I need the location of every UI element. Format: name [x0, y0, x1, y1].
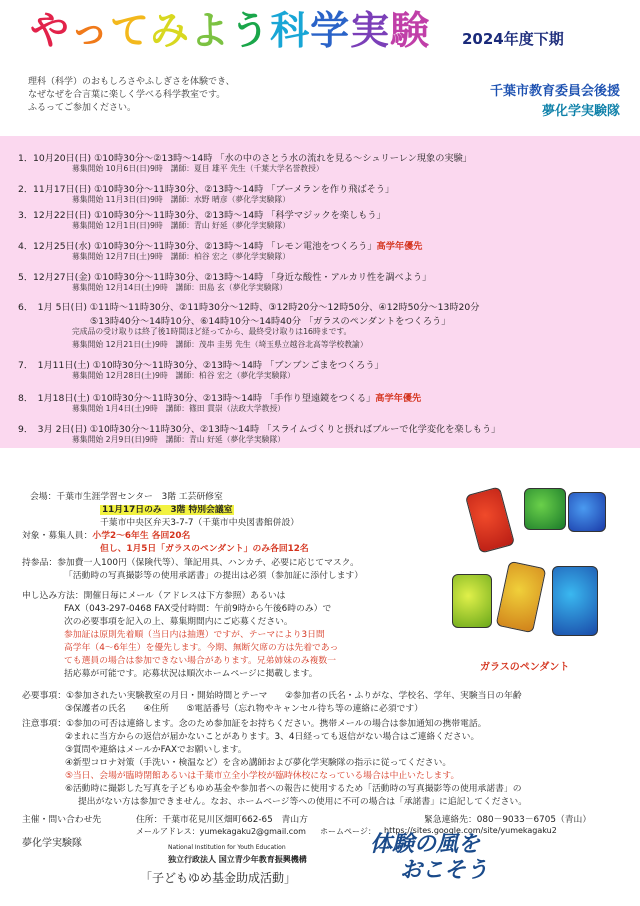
- schedule-item-detail: 募集開始 11月3日(日)9時 講師：水野 晴彦（夢化学実験隊）: [72, 195, 291, 204]
- fund-label: 「子どもゆめ基金助成活動」: [140, 871, 297, 885]
- apply-line-6: ても選員の場合は参加できない場合があります。兄弟姉妹のみ複数一: [64, 656, 337, 666]
- sponsor-block: [440, 82, 620, 122]
- schedule-item: [18, 238, 628, 252]
- note-line-3: ③質問や連絡はメールかFAXでお願いします。: [65, 745, 247, 755]
- contact-hp-url[interactable]: https://sites.google.com/site/yumekagaku2: [384, 826, 557, 835]
- note-1: ①参加の可否は連絡します。念のため参加証をお持ちください。携帯メールの場合は参加通知の携帯電話。: [66, 719, 487, 729]
- venue-special: 11月17日のみ 3階 特別会議室: [102, 505, 233, 515]
- schedule-item: [18, 357, 628, 371]
- schedule-item: [18, 150, 628, 164]
- pendant-photo: [442, 486, 612, 664]
- pendant-caption: ガラスのペンダント: [480, 662, 570, 673]
- apply-line-1: 申し込み方法：開催日毎にメール（アドレスは下方参照）あるいは: [22, 591, 286, 601]
- schedule-item-text: 4．12月25日(水) ①10時30分～11時30分、②13時～14時 「レモン電池をつくろう」: [18, 241, 377, 252]
- pendant-green: [524, 488, 566, 530]
- campaign-banner: [370, 832, 488, 884]
- schedule-item: [18, 421, 628, 435]
- pendant-yellowgreen: [452, 574, 492, 628]
- title-char: う: [230, 9, 271, 54]
- venue-special-wrap: [100, 502, 234, 515]
- schedule-item-detail: 募集開始 12月7日(土)9時 講師：柏谷 宏之（夢化学実験隊）: [72, 252, 291, 261]
- term-label: 2024年度下期: [462, 30, 564, 48]
- schedule-item: [18, 299, 628, 313]
- contact-label: 主催・問い合わせ先: [22, 815, 102, 825]
- schedule-item-text: 3．12月22日(日) ①10時30分～11時30分、②13時～14時 「科学マジックを楽しもう」: [18, 210, 386, 221]
- schedule-item-text: ⑤13時40分～14時10分、⑥14時10分～14時40分 「ガラスのペンダントをつくろう」: [90, 316, 451, 327]
- schedule-item-detail: 募集開始 12月21日(土)9時 講師：茂串 圭男 先生（埼玉県立越谷北高等学校教諭）: [72, 340, 368, 349]
- title-char: 科: [270, 9, 311, 54]
- target-value: 小学2～6年生 各回20名: [92, 531, 191, 541]
- intro-line: なぜなぜを合言葉に楽しく学べる科学教室です。: [28, 90, 226, 100]
- note-line-1: [22, 716, 486, 729]
- schedule-item: [18, 390, 628, 404]
- schedule-item-detail: 募集開始 12月14日(土)9時 講師：田島 玄（夢化学実験隊）: [72, 283, 288, 292]
- sponsor-name: 夢化学実験隊: [541, 104, 620, 119]
- banner-line-1: 体験の風を: [370, 832, 481, 857]
- schedule-item-text: 1．10月20日(日) ①10時30分～②13時～14時 「水の中のさとう水の流れを見る～シュリーレン現象の実験」: [18, 153, 472, 164]
- contact-tel: 緊急連絡先：080－9033－6705（青山）: [424, 815, 592, 825]
- title-char: 実: [350, 9, 391, 54]
- apply-line-5: 高学年（4～6年生）を優先します。今期、無断欠席の方は先着であっ: [64, 643, 339, 653]
- req-label: 必要事項：: [22, 691, 66, 701]
- title-char: や: [30, 9, 71, 54]
- priority-badge: 高学年優先: [375, 393, 422, 404]
- title-char: っ: [70, 9, 111, 54]
- contact-address: 住所：千葉市花見川区畑町662-65 青山方: [136, 815, 308, 825]
- bring-line: 持参品：参加費一人100円（保険代等）、筆記用具、ハンカチ、必要に応じてマスク。: [22, 558, 359, 568]
- schedule-item-detail: 募集開始 1月4日(土)9時 講師：篠田 貫崇（法政大学教授）: [72, 404, 286, 413]
- contact-mail[interactable]: メールアドレス：yumekagaku2@gmail.com: [136, 827, 306, 836]
- pendant-yellow: [496, 561, 547, 633]
- note-line-6: ⑥活動時に撮影した写真を子どもゆめ基金や参加者への報告に使用するため「活動時の写真撮影等の使用承諾書」の: [65, 784, 522, 794]
- apply-line-4: 参加証は原則先着順（当日内は抽選）ですが、テーマにより3日間: [64, 630, 325, 640]
- priority-badge: 高学年優先: [376, 241, 423, 252]
- target-line: [22, 528, 190, 541]
- schedule-item: [18, 207, 628, 221]
- title-char: 験: [390, 9, 431, 54]
- note-line-7: 提出がない方は参加できません。なお、ホームページ等への使用に不可の場合は「承諾書」に追記してください。: [78, 797, 527, 807]
- page-title: [30, 6, 430, 58]
- intro-text: [28, 76, 235, 115]
- pendant-lightblue: [552, 566, 598, 636]
- schedule-item-detail: 募集開始 12月1日(日)9時 講師：青山 好延（夢化学実験隊）: [72, 221, 291, 230]
- pendant-blue: [568, 492, 606, 532]
- note-label: 注意事項：: [22, 719, 66, 729]
- schedule-item-text: 8． 1月18日(土) ①10時30分～11時30分、②13時～14時 「手作り望遠鏡をつくる」: [18, 393, 376, 404]
- target-note: 但し、1月5日「ガラスのペンダント」のみ各回12名: [100, 544, 309, 554]
- schedule-item-text: 7． 1月11日(土) ①10時30分～11時30分、②13時～14時 「ブンブンごまをつくろう」: [18, 360, 384, 371]
- schedule-item: [18, 269, 628, 283]
- schedule-item-text: 9． 3月 2日(日) ①10時30分～11時30分、②13時～14時 「スライムづくりと摂ればブルーで化学変化を楽しもう」: [18, 424, 501, 435]
- note-line-5: ⑤当日、会場が臨時閉館あるいは千葉市立全小学校が臨時休校になっている場合は中止いたします。: [65, 771, 460, 781]
- schedule-item-detail: 完成品の受け取りは終了後1時間ほど経ってから、最終受け取りは16時まです。: [72, 327, 352, 336]
- schedule-item-detail: 募集開始 10月6日(日)9時 講師：夏目 雄平 先生（千葉大学名誉教授）: [72, 164, 324, 173]
- intro-line: ふるってご参加ください。: [28, 103, 137, 113]
- schedule-item-text: 2．11月17日(日) ①10時30分～11時30分、②13時～14時 「ブーメランを作り飛ばそう」: [18, 184, 395, 195]
- venue-address: 千葉市中央区弁天3-7-7（千葉市中央図書館併設）: [100, 518, 300, 528]
- pendant-red: [465, 486, 515, 553]
- org-name: 夢化学実験隊: [22, 838, 82, 849]
- bring-line-2: 「活動時の写真撮影等の使用承諾書」の提出は必須（参加証に添付します）: [64, 571, 364, 581]
- sponsor-line: 千葉市教育委員会後援: [489, 84, 620, 99]
- schedule-item-detail: 募集開始 12月28日(土)9時 講師：柏谷 宏之（夢化学実験隊）: [72, 371, 295, 380]
- schedule-item: [90, 313, 640, 327]
- requirements-line-1: [22, 688, 522, 701]
- apply-line-7: 括応募が可能です。応募状況は順次ホームページに掲載します。: [64, 669, 318, 679]
- target-label: 対象・募集人員：: [22, 531, 93, 541]
- schedule-item-text: 6． 1月 5日(日) ①11時～11時30分、②11時30分～12時、③12時20分～12時50分、④12時50分～13時20分: [18, 302, 480, 313]
- banner-line-2: おこそう: [400, 858, 489, 883]
- intro-line: 理科（科学）のおもしろさやふしぎさを体験でき、: [28, 77, 235, 87]
- contact-hp-label: ホームページ：: [320, 827, 376, 836]
- requirements-line-2: ③保護者の氏名 ④住所 ⑤電話番号（忘れ物やキャンセル待ち等の連絡に必須です）: [65, 704, 423, 714]
- apply-line-2: FAX（043-297-0468 FAX受付時間：午前9時から午後6時のみ）で: [64, 604, 332, 614]
- req-1: ①参加されたい実験教室の月日・開始時間とテーマ ②参加者の氏名・ふりがな、学校名、学年、実験当日の年齢: [66, 691, 522, 701]
- note-line-2: ②まれに当方からの返信が届かないことがあります。3、4日経っても返信がない場合はご連絡ください。: [65, 732, 480, 742]
- schedule-item-text: 5．12月27日(金) ①10時30分～11時30分、②13時～14時 「身近な酸性・アルカリ性を調べよう」: [18, 272, 432, 283]
- schedule-item: [18, 181, 628, 195]
- note-line-4: ④新型コロナ対策（手洗い・検温など）を含め講師および夢化学実験隊の指示に従ってください。: [65, 758, 452, 768]
- venue-label: 会場：千葉市生涯学習センター 3階 工芸研修室: [30, 492, 223, 502]
- apply-line-3: 次の必要事項を記入の上、募集期間内にご応募ください。: [64, 617, 293, 627]
- schedule-item-detail: 募集開始 2月9日(日)9時 講師：青山 好延（夢化学実験隊）: [72, 435, 286, 444]
- niye-name-en: National Institution for Youth Education: [168, 844, 286, 851]
- title-char: 学: [310, 9, 351, 54]
- title-char: て: [110, 9, 151, 54]
- niye-name-jp: 独立行政法人 国立青少年教育振興機構: [168, 855, 307, 864]
- title-char: み: [150, 9, 191, 54]
- title-char: よ: [190, 9, 231, 54]
